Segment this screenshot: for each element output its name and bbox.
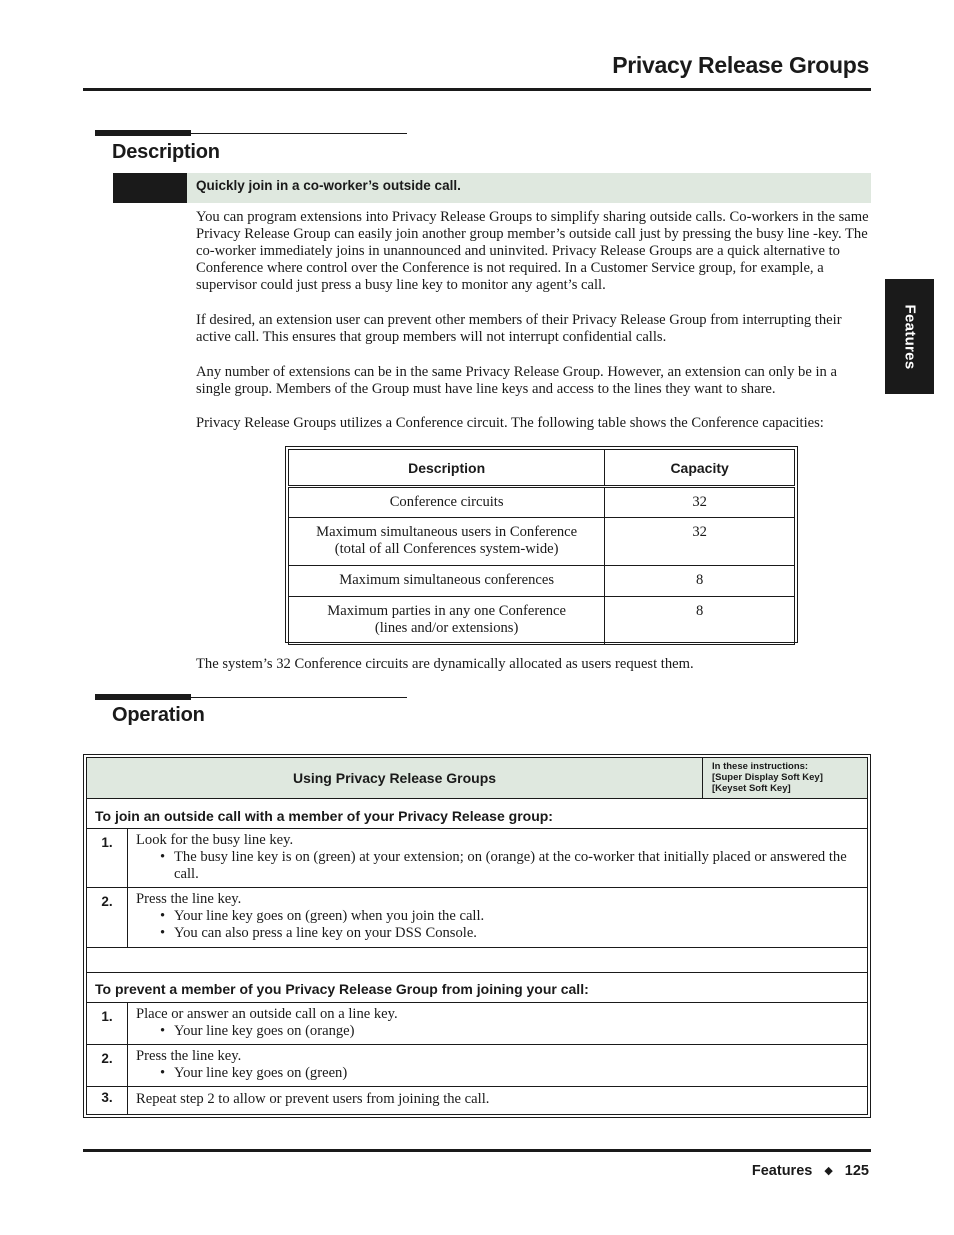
capacity-row-description: Conference circuits: [289, 487, 605, 518]
table-row: [289, 487, 795, 518]
step-number: 1.: [87, 829, 128, 888]
procedure-title-row: [87, 972, 868, 1002]
side-tab-label: Features: [901, 304, 918, 369]
diamond-icon: ◆: [824, 1165, 833, 1177]
procedure-prevent-title: To prevent a member of you Privacy Release Group from joining your call:: [87, 972, 868, 1002]
side-tab-features: [885, 279, 934, 394]
table-row: [87, 1044, 868, 1086]
header-rule: [83, 88, 871, 91]
capacity-row-value: 32: [605, 487, 795, 518]
instructions-legend: In these instructions: [Super Display Soft Key] [Keyset Soft Key]: [703, 758, 868, 799]
step-number: 2.: [87, 888, 128, 947]
capacity-row-value: 8: [605, 597, 795, 645]
table-row: [87, 1002, 868, 1044]
capacity-row-description: Maximum parties in any one Conference (lines and/or extensions): [289, 597, 605, 645]
capacity-row-value: 8: [605, 566, 795, 597]
footer-rule: [83, 1149, 871, 1152]
procedure-join-title: To join an outside call with a member of your Privacy Release group:: [87, 799, 868, 829]
page-title: Privacy Release Groups: [612, 52, 869, 78]
page-number: 125: [844, 1163, 869, 1179]
description-paragraph-3: Any number of extensions can be in the same Privacy Release Group. However, an extension can only be in a single group. Members of the Group must have line keys and access to the lines they want to share.: [196, 364, 837, 397]
capacity-row-description: Maximum simultaneous conferences: [289, 566, 605, 597]
table-row: [289, 518, 795, 566]
description-heading: Description: [112, 141, 220, 163]
description-paragraph-1: You can program extensions into Privacy Release Groups to simplify sharing outside calls. Co-workers in the same Privacy Release Group can easily join another group member’s outside call just by pressing the busy line -key. The co-worker immediately joins in unannounced and uninvited. Privacy Release Groups are a quick alternative to Conference where control over the Conference is not required. In a Customer Service group, for example, a supervisor could just press a busy line key to monitor any agent’s call.: [196, 209, 869, 293]
operation-heading: Operation: [112, 704, 205, 726]
step-text: Place or answer an outside call on a line key. • Your line key goes on (orange): [128, 1002, 868, 1044]
conference-capacity-table: [285, 446, 798, 643]
operation-table-title: Using Privacy Release Groups: [87, 758, 703, 799]
capacity-table-header-capacity: Capacity: [605, 450, 795, 487]
step-text: Press the line key. • Your line key goes on (green) when you join the call. • You can also press a line key on your DSS Console.: [128, 888, 868, 947]
step-text: Repeat step 2 to allow or prevent users from joining the call.: [128, 1086, 868, 1114]
capacity-row-description: Maximum simultaneous users in Conference (total of all Conferences system-wide): [289, 518, 605, 566]
description-heading-rule: [191, 133, 407, 134]
description-paragraph-2: If desired, an extension user can prevent other members of their Privacy Release Group from interrupting their active call. This ensures that group members will not interrupt confidential calls.: [196, 312, 842, 345]
page-footer: [752, 1163, 869, 1179]
capacity-row-value: 32: [605, 518, 795, 566]
footer-section: Features: [751, 1163, 813, 1179]
description-heading-bar: [95, 130, 191, 136]
step-number: 2.: [87, 1044, 128, 1086]
table-row: [87, 829, 868, 888]
operation-heading-bar: [95, 694, 191, 700]
operation-table: [83, 754, 871, 1118]
operation-heading-rule: [191, 697, 407, 698]
description-after-table: The system’s 32 Conference circuits are dynamically allocated as users request them.: [196, 656, 694, 672]
operation-table-header: [87, 758, 868, 799]
table-row: [87, 888, 868, 947]
table-row: [289, 597, 795, 645]
capacity-table-header-description: Description: [289, 450, 605, 487]
step-text: Press the line key. • Your line key goes on (green): [128, 1044, 868, 1086]
description-summary: Quickly join in a co-worker’s outside call.: [196, 178, 461, 193]
step-text: Look for the busy line key. • The busy line key is on (green) at your extension; on (orange) at the co-worker that initially placed or answered the call.: [128, 829, 868, 888]
procedure-title-row: [87, 799, 868, 829]
table-row: [289, 566, 795, 597]
summary-bar-marker: [113, 173, 187, 203]
step-number: 3.: [87, 1086, 128, 1114]
spacer-cell: [87, 947, 868, 972]
table-row: [87, 1086, 868, 1114]
spacer-row: [87, 947, 868, 972]
description-paragraph-4: Privacy Release Groups utilizes a Conference circuit. The following table shows the Conference capacities:: [196, 415, 824, 431]
step-number: 1.: [87, 1002, 128, 1044]
